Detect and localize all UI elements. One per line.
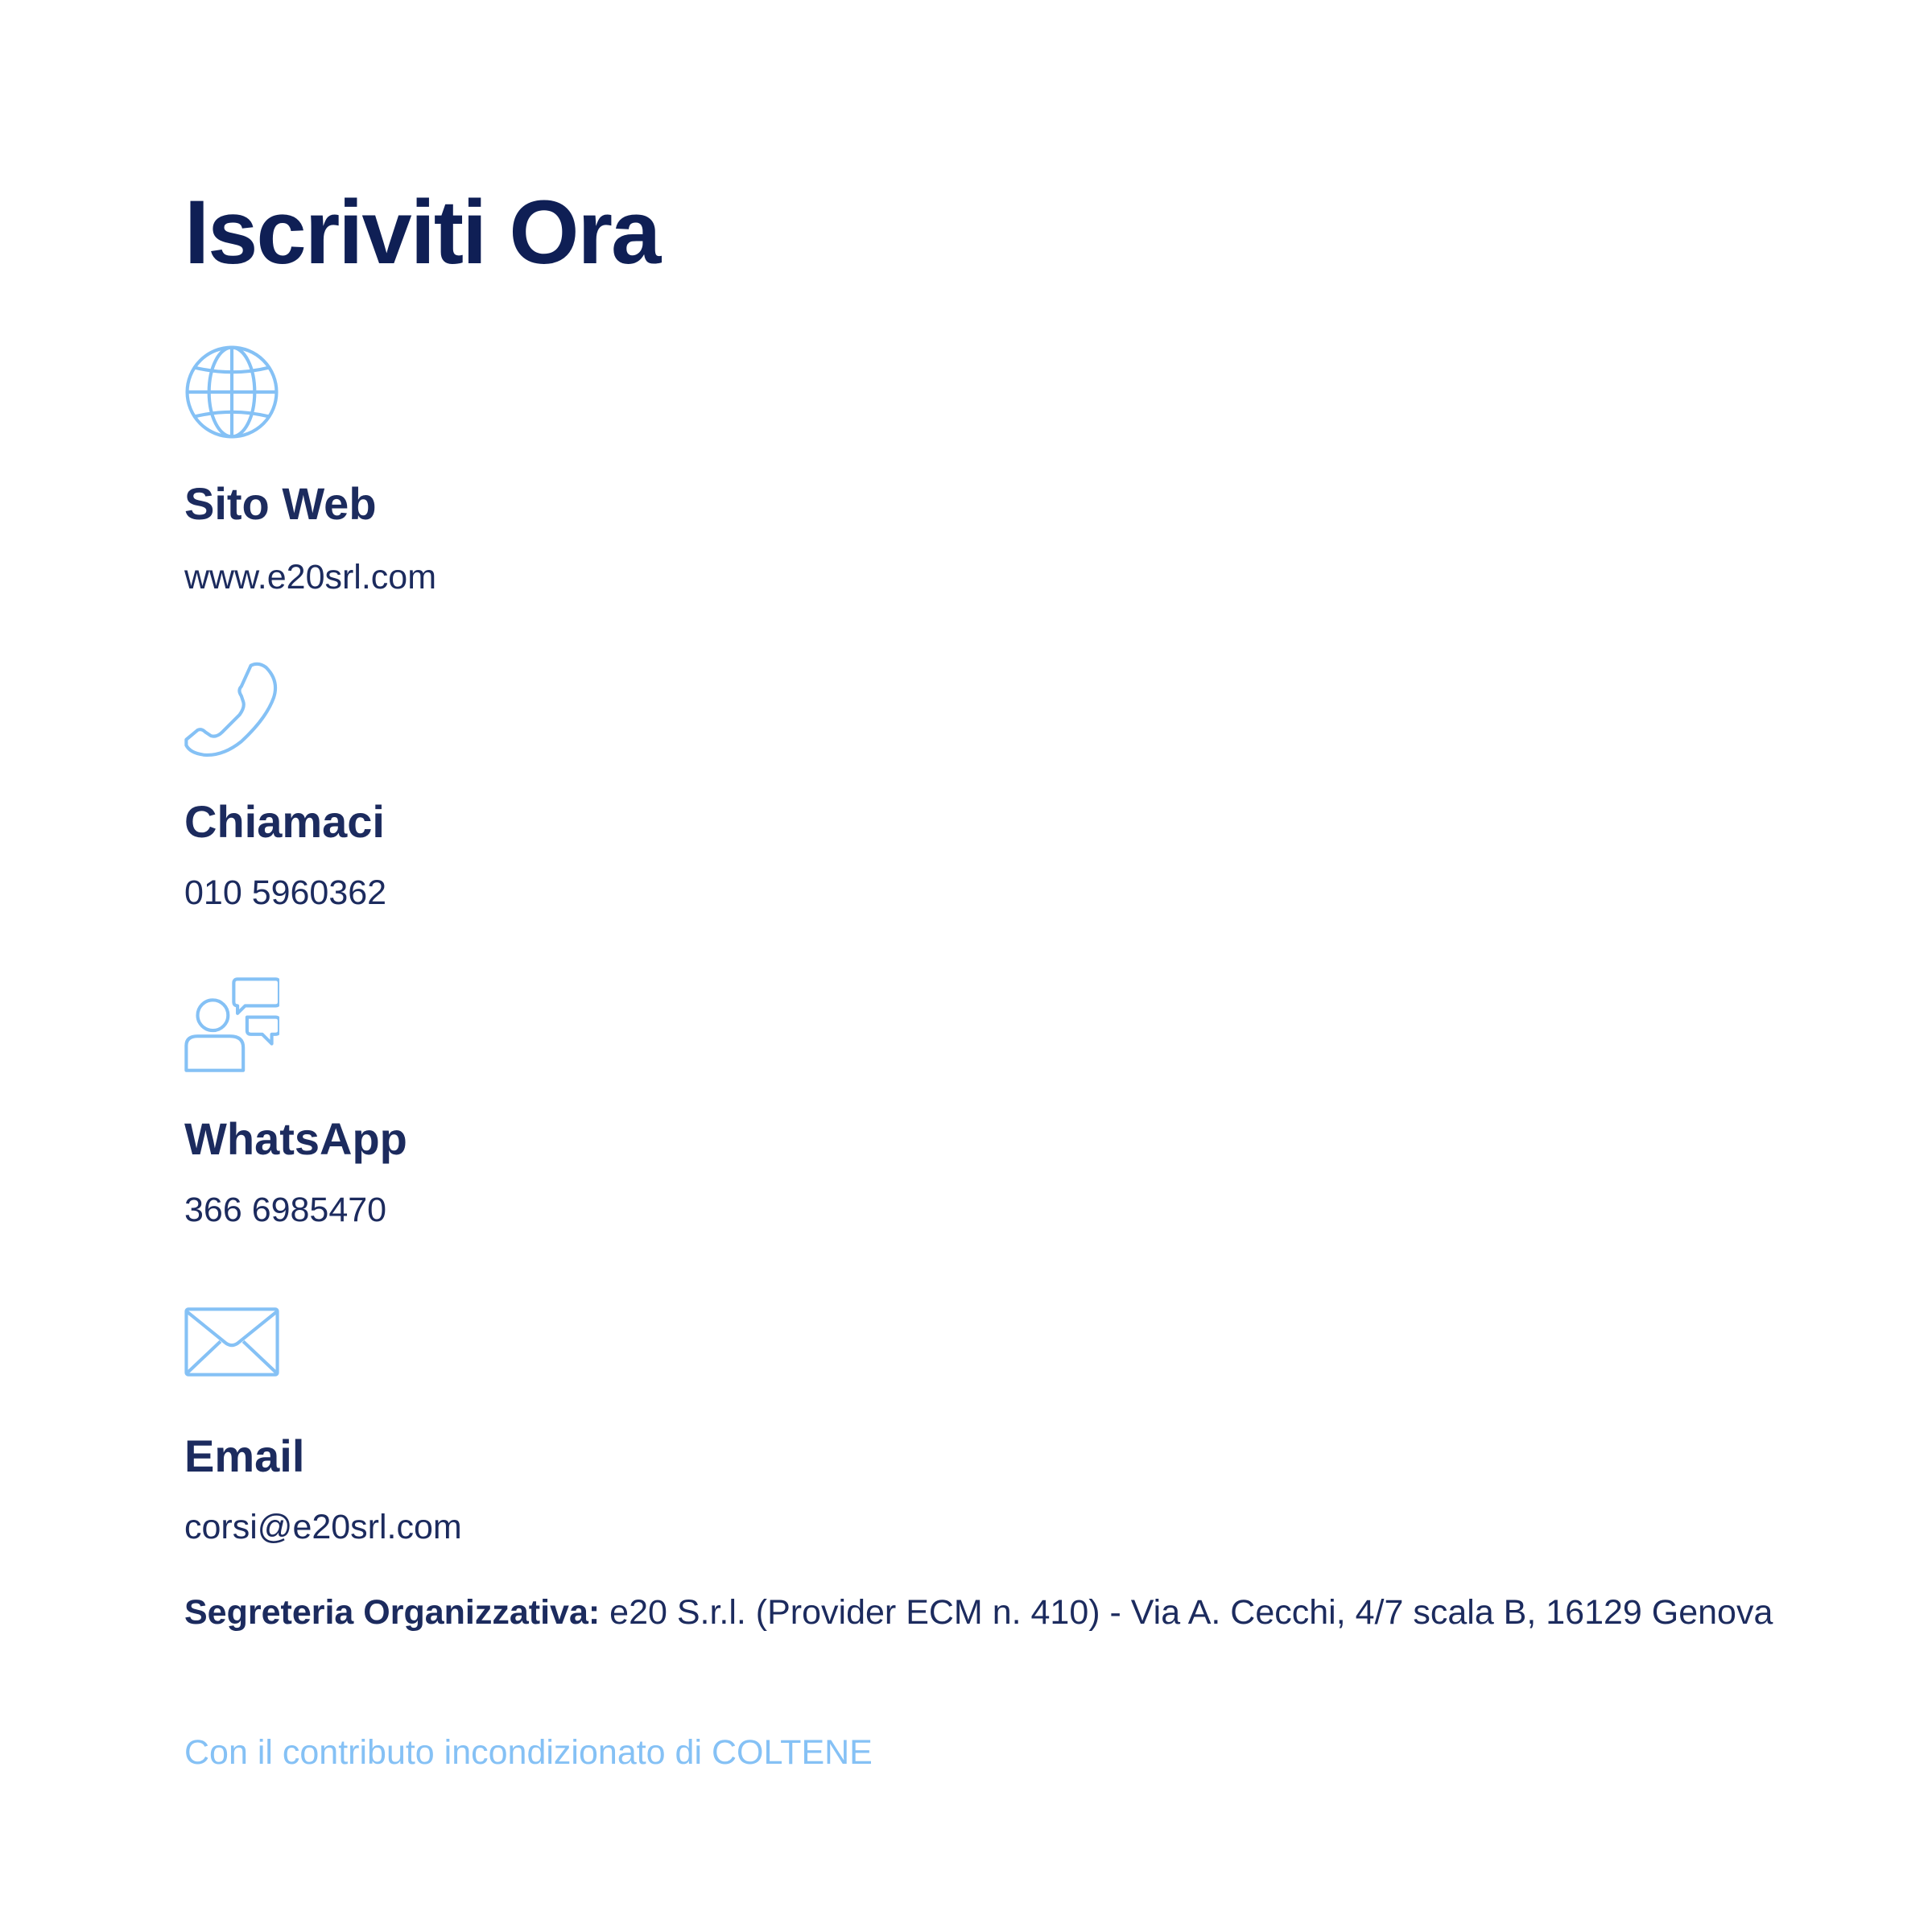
contact-label-website: Sito Web	[184, 478, 377, 529]
organizer-info	[184, 1586, 1794, 1640]
website-link[interactable]: www.e20srl.com	[184, 558, 437, 597]
sponsor-note: Con il contributo incondizionato di COLTENE	[184, 1733, 873, 1772]
chat-person-icon	[184, 977, 279, 1072]
page-title: Iscriviti Ora	[184, 182, 660, 283]
contact-label-phone: Chiamaci	[184, 796, 385, 847]
contact-label-whatsapp: WhatsApp	[184, 1113, 407, 1164]
contact-label-email: Email	[184, 1430, 305, 1481]
phone-link[interactable]: 010 5960362	[184, 873, 387, 912]
globe-icon	[184, 345, 279, 440]
organizer-label: Segreteria Organizzativa:	[184, 1593, 601, 1632]
email-link[interactable]: corsi@e20srl.com	[184, 1508, 462, 1546]
organizer-text: e20 S.r.l. (Provider ECM n. 410) - Via A. Cecchi, 4/7 scala B, 16129 Genova	[600, 1593, 1773, 1632]
phone-icon	[184, 662, 279, 757]
envelope-icon	[184, 1307, 279, 1377]
whatsapp-link[interactable]: 366 6985470	[184, 1191, 387, 1229]
